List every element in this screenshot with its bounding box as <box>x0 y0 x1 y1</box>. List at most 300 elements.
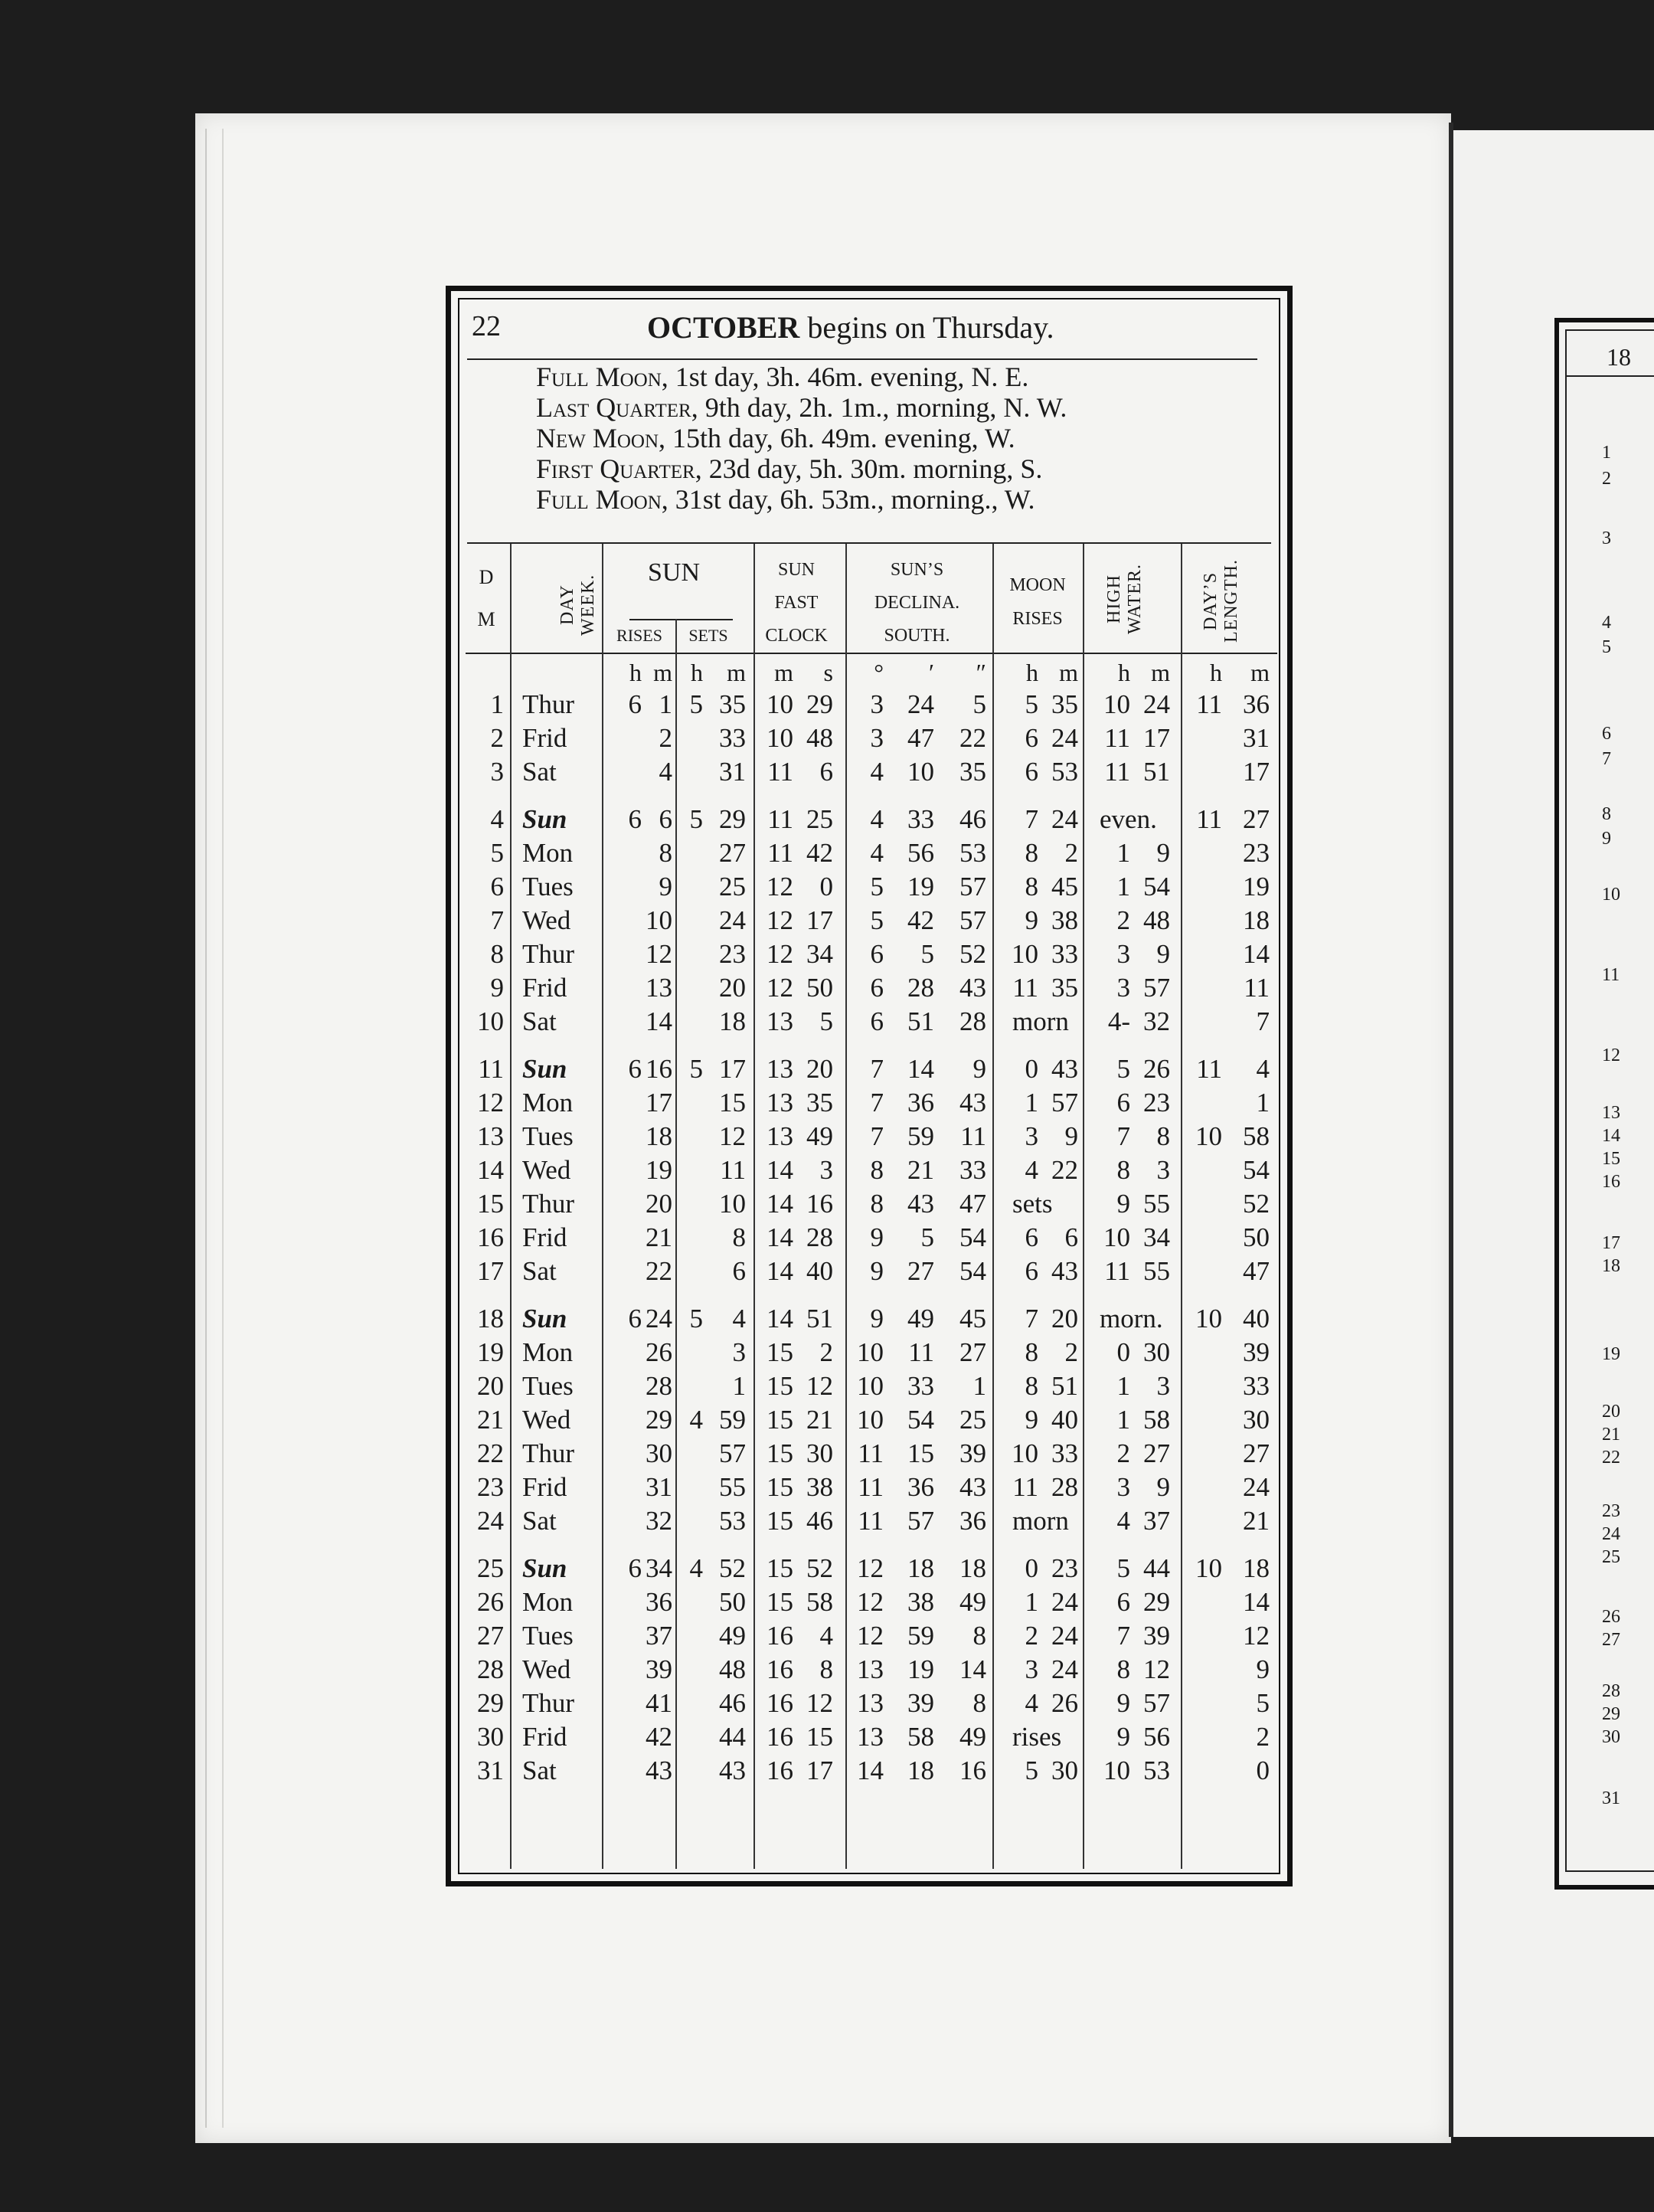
declination-minutes: 11 <box>908 1337 934 1367</box>
high-water-hour: 5 <box>1116 1553 1130 1583</box>
declination-minutes: 33 <box>907 1371 934 1401</box>
sun-rise-minute: 30 <box>646 1438 672 1468</box>
day-length-minute: 58 <box>1243 1121 1270 1151</box>
sun-fast-seconds: 34 <box>806 939 833 969</box>
sun-set-minute: 53 <box>719 1506 746 1536</box>
declination-degrees: 4 <box>870 804 884 834</box>
day-of-week: Wed <box>522 1654 571 1684</box>
moon-rise-minute: 9 <box>1064 1121 1078 1151</box>
sun-set-minute: 24 <box>719 905 746 935</box>
declination-minutes: 59 <box>907 1121 934 1151</box>
sun-fast-minutes: 15 <box>767 1587 793 1617</box>
day-of-week: Wed <box>522 1155 571 1185</box>
declination-seconds: 57 <box>959 872 986 901</box>
right-page-day-number: 14 <box>1602 1126 1620 1146</box>
high-water-hour: 6 <box>1116 1587 1130 1617</box>
sun-fast-seconds: 42 <box>806 838 833 868</box>
moon-rise-minute: 43 <box>1051 1054 1078 1084</box>
right-page-day-number: 6 <box>1602 724 1611 744</box>
sun-set-minute: 46 <box>719 1688 746 1718</box>
declination-minutes: 57 <box>907 1506 934 1536</box>
day-of-week: Wed <box>522 1405 571 1435</box>
declination-seconds: 36 <box>959 1506 986 1536</box>
moon-rise-minute: 6 <box>1064 1222 1078 1252</box>
moon-rise-hour: 6 <box>1025 757 1038 787</box>
sun-rise-minute: 41 <box>646 1688 672 1718</box>
unit-label: ′ <box>929 659 934 686</box>
day-of-week: Mon <box>522 1587 574 1617</box>
sun-fast-minutes: 14 <box>767 1155 793 1185</box>
sun-fast-seconds: 51 <box>806 1304 833 1333</box>
sun-set-minute: 43 <box>719 1756 746 1785</box>
moon-rise-minute: 23 <box>1051 1553 1078 1583</box>
declination-degrees: 7 <box>870 1088 884 1117</box>
sun-set-minute: 29 <box>719 804 746 834</box>
day-of-week: Wed <box>522 905 571 935</box>
moon-rise-hour: 0 <box>1025 1054 1038 1084</box>
moon-rise-minute: 45 <box>1051 872 1078 901</box>
moon-rise-hour: sets <box>1012 1189 1053 1219</box>
unit-label: m <box>1151 659 1170 686</box>
table-row <box>466 1336 1277 1369</box>
day-of-week: Tues <box>522 1371 574 1401</box>
sun-rise-minute: 37 <box>646 1621 672 1651</box>
sun-set-minute: 4 <box>732 1304 746 1333</box>
declination-seconds: 25 <box>959 1405 986 1435</box>
moon-rise-minute: 28 <box>1051 1472 1078 1502</box>
high-water-minute: 3 <box>1156 1155 1170 1185</box>
declination-minutes: 14 <box>907 1054 934 1084</box>
table-row <box>466 688 1277 722</box>
day-length-hour: 10 <box>1195 1553 1222 1583</box>
table-row <box>466 1255 1277 1288</box>
high-water-hour: 9 <box>1116 1688 1130 1718</box>
declination-seconds: 54 <box>959 1256 986 1286</box>
day-of-month: 8 <box>490 939 504 969</box>
sun-rise-minute: 39 <box>646 1654 672 1684</box>
declination-seconds: 43 <box>959 1088 986 1117</box>
moon-phase <box>536 453 1067 484</box>
sun-fast-minutes: 14 <box>767 1222 793 1252</box>
sun-set-minute: 33 <box>719 723 746 753</box>
declination-minutes: 19 <box>907 1654 934 1684</box>
moon-rise-minute: 57 <box>1051 1088 1078 1117</box>
day-of-month: 28 <box>477 1654 504 1684</box>
high-water-minute: 3 <box>1156 1371 1170 1401</box>
phase-name: Full Moon, <box>536 362 668 392</box>
unit-label: h <box>1210 659 1222 686</box>
high-water-hour: 3 <box>1116 973 1130 1003</box>
header-sets: SETS <box>688 626 728 645</box>
sun-rise-minute: 10 <box>646 905 672 935</box>
moon-rise-minute: 35 <box>1051 689 1078 719</box>
moon-phases <box>536 362 1067 515</box>
day-of-week: Tues <box>522 1621 574 1651</box>
table-row <box>466 1302 1277 1336</box>
declination-minutes: 51 <box>907 1006 934 1036</box>
day-length-minute: 27 <box>1243 1438 1270 1468</box>
sun-rise-minute: 31 <box>646 1472 672 1502</box>
declination-seconds: 53 <box>959 838 986 868</box>
moon-rise-hour: 9 <box>1025 1405 1038 1435</box>
day-of-week: Sat <box>522 757 557 787</box>
sun-fast-minutes: 15 <box>767 1553 793 1583</box>
day-of-month: 7 <box>490 905 504 935</box>
day-of-month: 26 <box>477 1587 504 1617</box>
high-water-hour: 11 <box>1104 723 1130 753</box>
declination-degrees: 4 <box>870 838 884 868</box>
sun-set-hour: 4 <box>689 1405 703 1435</box>
sun-fast-seconds: 46 <box>806 1506 833 1536</box>
declination-degrees: 11 <box>858 1506 884 1536</box>
declination-minutes: 49 <box>907 1304 934 1333</box>
unit-label: ° <box>874 659 884 686</box>
sun-fast-minutes: 15 <box>767 1371 793 1401</box>
day-length-minute: 40 <box>1243 1304 1270 1333</box>
day-of-month: 23 <box>477 1472 504 1502</box>
phase-name: Full Moon, <box>536 484 668 515</box>
sun-fast-minutes: 13 <box>767 1088 793 1117</box>
moon-rise-hour: 9 <box>1025 905 1038 935</box>
table-row <box>466 1005 1277 1039</box>
sun-fast-minutes: 11 <box>767 838 793 868</box>
sun-rise-minute: 43 <box>646 1756 672 1785</box>
day-length-hour: 11 <box>1196 1054 1222 1084</box>
moon-rise-minute: 24 <box>1051 804 1078 834</box>
sun-rise-minute: 9 <box>659 872 672 901</box>
high-water-minute: 55 <box>1143 1189 1170 1219</box>
declination-seconds: 28 <box>959 1006 986 1036</box>
declination-degrees: 10 <box>857 1337 884 1367</box>
table-row <box>466 1619 1277 1653</box>
day-of-month: 20 <box>477 1371 504 1401</box>
day-length-minute: 5 <box>1256 1688 1270 1718</box>
declination-seconds: 27 <box>959 1337 986 1367</box>
high-water-minute: 58 <box>1143 1405 1170 1435</box>
right-page-day-number: 8 <box>1602 804 1611 824</box>
declination-minutes: 56 <box>907 838 934 868</box>
sun-set-hour: 5 <box>689 1304 703 1333</box>
header-rises: RISES <box>616 626 662 645</box>
day-length-minute: 23 <box>1243 838 1270 868</box>
sun-set-minute: 52 <box>719 1553 746 1583</box>
right-page-day-number: 18 <box>1602 1256 1620 1276</box>
declination-degrees: 13 <box>857 1688 884 1718</box>
unit-label: m <box>653 659 672 686</box>
high-water-hour: 3 <box>1116 1472 1130 1502</box>
sun-fast-minutes: 16 <box>767 1722 793 1752</box>
header-m: M <box>477 608 495 630</box>
sun-rise-minute: 20 <box>646 1189 672 1219</box>
sun-fast-seconds: 17 <box>806 1756 833 1785</box>
declination-minutes: 36 <box>907 1472 934 1502</box>
sun-rise-minute: 17 <box>646 1088 672 1117</box>
sun-set-minute: 20 <box>719 973 746 1003</box>
sun-fast-seconds: 48 <box>806 723 833 753</box>
high-water-minute: 12 <box>1143 1654 1170 1684</box>
day-of-week: Sun <box>522 1553 567 1583</box>
unit-label: m <box>1250 659 1270 686</box>
sun-set-minute: 49 <box>719 1621 746 1651</box>
right-page-day-number: 15 <box>1602 1149 1620 1169</box>
sun-set-hour: 4 <box>689 1553 703 1583</box>
moon-rise-hour: 1 <box>1025 1088 1038 1117</box>
day-of-week: Frid <box>522 973 567 1003</box>
high-water-minute: 54 <box>1143 872 1170 901</box>
high-water-minute: 57 <box>1143 973 1170 1003</box>
right-page-day-number: 27 <box>1602 1630 1620 1650</box>
high-water-hour: morn. <box>1100 1304 1163 1333</box>
unit-label: h <box>691 659 703 686</box>
header-sun: SUN <box>647 558 701 587</box>
declination-minutes: 5 <box>920 1222 934 1252</box>
declination-seconds: 49 <box>959 1587 986 1617</box>
declination-seconds: 46 <box>959 804 986 834</box>
day-of-week: Frid <box>522 1722 567 1752</box>
day-of-month: 27 <box>477 1621 504 1651</box>
declination-seconds: 52 <box>959 939 986 969</box>
day-of-month: 13 <box>477 1121 504 1151</box>
high-water-minute: 24 <box>1143 689 1170 719</box>
table-row <box>466 1504 1277 1538</box>
moon-rise-hour: 8 <box>1025 838 1038 868</box>
declination-seconds: 45 <box>959 1304 986 1333</box>
sun-fast-minutes: 12 <box>767 905 793 935</box>
declination-degrees: 12 <box>857 1553 884 1583</box>
sun-set-minute: 10 <box>719 1189 746 1219</box>
day-length-minute: 12 <box>1243 1621 1270 1651</box>
day-length-minute: 17 <box>1243 757 1270 787</box>
sun-rise-minute: 12 <box>646 939 672 969</box>
declination-minutes: 59 <box>907 1621 934 1651</box>
high-water-hour: 9 <box>1116 1722 1130 1752</box>
high-water-hour: 1 <box>1116 1405 1130 1435</box>
moon-rise-hour: 3 <box>1025 1121 1038 1151</box>
header-moon-1: MOON <box>1009 575 1066 595</box>
sun-set-minute: 25 <box>719 872 746 901</box>
day-of-month: 1 <box>490 689 504 719</box>
sun-rise-minute: 28 <box>646 1371 672 1401</box>
sun-set-minute: 44 <box>719 1722 746 1752</box>
moon-rise-minute: 53 <box>1051 757 1078 787</box>
day-of-month: 31 <box>477 1756 504 1785</box>
unit-label: h <box>629 659 642 686</box>
declination-minutes: 15 <box>907 1438 934 1468</box>
declination-minutes: 43 <box>907 1189 934 1219</box>
declination-seconds: 35 <box>959 757 986 787</box>
high-water-minute: 57 <box>1143 1688 1170 1718</box>
day-of-month: 22 <box>477 1438 504 1468</box>
table-row <box>466 1437 1277 1471</box>
sun-fast-seconds: 28 <box>806 1222 833 1252</box>
moon-rise-hour: 7 <box>1025 1304 1038 1333</box>
declination-seconds: 54 <box>959 1222 986 1252</box>
phase-text: 1st day, 3h. 46m. evening, N. E. <box>668 362 1029 392</box>
sun-rise-minute: 42 <box>646 1722 672 1752</box>
day-of-week: Mon <box>522 1088 574 1117</box>
declination-seconds: 43 <box>959 973 986 1003</box>
declination-degrees: 5 <box>870 872 884 901</box>
declination-degrees: 7 <box>870 1054 884 1084</box>
moon-rise-hour: 0 <box>1025 1553 1038 1583</box>
sun-fast-minutes: 15 <box>767 1337 793 1367</box>
high-water-hour: 4- <box>1107 1006 1130 1036</box>
declination-seconds: 5 <box>972 689 986 719</box>
table-row <box>466 1187 1277 1221</box>
sun-fast-seconds: 15 <box>806 1722 833 1752</box>
header-bottom-rule <box>466 653 1277 654</box>
day-of-week: Sat <box>522 1256 557 1286</box>
unit-label: h <box>1026 659 1038 686</box>
moon-rise-minute: 20 <box>1051 1304 1078 1333</box>
high-water-hour: even. <box>1100 804 1157 834</box>
right-page-day-number: 30 <box>1602 1727 1620 1747</box>
moon-rise-minute: 43 <box>1051 1256 1078 1286</box>
sun-rise-minute: 8 <box>659 838 672 868</box>
sun-rise-hour: 6 <box>628 804 642 834</box>
declination-seconds: 16 <box>959 1756 986 1785</box>
phase-text: 31st day, 6h. 53m., morning., W. <box>668 484 1035 515</box>
high-water-minute: 53 <box>1143 1756 1170 1785</box>
declination-minutes: 33 <box>907 804 934 834</box>
right-page-head-rule <box>1565 375 1654 377</box>
declination-seconds: 14 <box>959 1654 986 1684</box>
moon-rise-hour: 8 <box>1025 1371 1038 1401</box>
moon-rise-hour: 6 <box>1025 1256 1038 1286</box>
table-row <box>466 1403 1277 1437</box>
sun-fast-minutes: 13 <box>767 1121 793 1151</box>
day-length-minute: 0 <box>1256 1756 1270 1785</box>
high-water-minute: 26 <box>1143 1054 1170 1084</box>
day-of-week: Sat <box>522 1506 557 1536</box>
sun-fast-seconds: 20 <box>806 1054 833 1084</box>
moon-rise-hour: 10 <box>1012 1438 1038 1468</box>
declination-minutes: 47 <box>907 723 934 753</box>
day-length-minute: 11 <box>1244 973 1270 1003</box>
declination-minutes: 42 <box>907 905 934 935</box>
phase-name: New Moon, <box>536 423 666 453</box>
day-of-month: 30 <box>477 1722 504 1752</box>
day-length-hour: 11 <box>1196 689 1222 719</box>
sun-fast-seconds: 3 <box>819 1155 833 1185</box>
right-page-day-number: 2 <box>1602 469 1611 489</box>
sun-set-minute: 12 <box>719 1121 746 1151</box>
sun-rise-hour: 6 <box>628 1304 642 1333</box>
sun-rise-minute: 1 <box>659 689 672 719</box>
moon-rise-hour: 10 <box>1012 939 1038 969</box>
high-water-minute: 34 <box>1143 1222 1170 1252</box>
day-of-week: Sat <box>522 1756 557 1785</box>
sun-fast-seconds: 2 <box>819 1337 833 1367</box>
moon-rise-minute: 24 <box>1051 1654 1078 1684</box>
day-of-month: 17 <box>477 1256 504 1286</box>
moon-phase <box>536 423 1067 453</box>
high-water-hour: 9 <box>1116 1189 1130 1219</box>
moon-rise-minute: 38 <box>1051 905 1078 935</box>
day-of-week: Sun <box>522 1054 567 1084</box>
sun-fast-seconds: 8 <box>819 1654 833 1684</box>
declination-minutes: 18 <box>907 1553 934 1583</box>
day-of-month: 2 <box>490 723 504 753</box>
declination-seconds: 39 <box>959 1438 986 1468</box>
day-length-minute: 27 <box>1243 804 1270 834</box>
right-page-day-number: 28 <box>1602 1681 1620 1701</box>
moon-rise-minute: 22 <box>1051 1155 1078 1185</box>
sun-rise-minute: 14 <box>646 1006 672 1036</box>
sun-set-minute: 17 <box>719 1054 746 1084</box>
header-sun-fast-2: FAST <box>774 593 819 613</box>
day-length-hour: 10 <box>1195 1121 1222 1151</box>
declination-degrees: 8 <box>870 1189 884 1219</box>
sun-fast-seconds: 38 <box>806 1472 833 1502</box>
sun-fast-minutes: 13 <box>767 1054 793 1084</box>
day-of-week: Thur <box>522 1438 575 1468</box>
day-of-month: 11 <box>478 1054 504 1084</box>
table-row <box>466 1687 1277 1720</box>
high-water-hour: 8 <box>1116 1155 1130 1185</box>
right-page-day-number: 4 <box>1602 613 1611 633</box>
table-row <box>466 836 1277 870</box>
sun-rise-minute: 26 <box>646 1337 672 1367</box>
declination-degrees: 6 <box>870 939 884 969</box>
sun-set-minute: 27 <box>719 838 746 868</box>
sun-set-minute: 8 <box>732 1222 746 1252</box>
declination-seconds: 1 <box>972 1371 986 1401</box>
header-days-length: DAY’S LENGTH. <box>1201 559 1241 643</box>
sun-fast-seconds: 40 <box>806 1256 833 1286</box>
declination-degrees: 9 <box>870 1304 884 1333</box>
day-of-month: 9 <box>490 973 504 1003</box>
moon-rise-minute: 24 <box>1051 1587 1078 1617</box>
sun-rise-hour: 6 <box>628 689 642 719</box>
declination-minutes: 36 <box>907 1088 934 1117</box>
header-declination-2: DECLINA. <box>874 593 960 613</box>
day-of-month: 24 <box>477 1506 504 1536</box>
high-water-hour: 11 <box>1104 757 1130 787</box>
sun-fast-minutes: 12 <box>767 973 793 1003</box>
sun-fast-minutes: 16 <box>767 1621 793 1651</box>
right-page-day-number: 10 <box>1602 885 1620 905</box>
sun-set-minute: 1 <box>732 1371 746 1401</box>
unit-label: m <box>774 659 793 686</box>
high-water-minute: 17 <box>1143 723 1170 753</box>
sun-fast-seconds: 6 <box>819 757 833 787</box>
high-water-hour: 1 <box>1116 1371 1130 1401</box>
day-length-minute: 2 <box>1256 1722 1270 1752</box>
day-of-week: Tues <box>522 1121 574 1151</box>
declination-degrees: 9 <box>870 1222 884 1252</box>
declination-seconds: 18 <box>959 1553 986 1583</box>
header-declination-3: SOUTH. <box>884 626 950 646</box>
high-water-hour: 7 <box>1116 1621 1130 1651</box>
sun-rise-minute: 2 <box>659 723 672 753</box>
moon-rise-hour: 1 <box>1025 1587 1038 1617</box>
moon-rise-hour: 8 <box>1025 1337 1038 1367</box>
declination-minutes: 24 <box>907 689 934 719</box>
day-of-month: 14 <box>477 1155 504 1185</box>
moon-rise-hour: 11 <box>1012 973 1038 1003</box>
moon-phase <box>536 484 1067 515</box>
day-length-minute: 4 <box>1256 1054 1270 1084</box>
sun-rise-minute: 16 <box>646 1054 672 1084</box>
moon-rise-minute: 26 <box>1051 1688 1078 1718</box>
phase-text: 23d day, 5h. 30m. morning, S. <box>701 453 1043 484</box>
moon-rise-hour: 11 <box>1012 1472 1038 1502</box>
sun-rise-minute: 18 <box>646 1121 672 1151</box>
high-water-hour: 0 <box>1116 1337 1130 1367</box>
phase-text: 15th day, 6h. 49m. evening, W. <box>665 423 1015 453</box>
day-length-minute: 18 <box>1243 1553 1270 1583</box>
